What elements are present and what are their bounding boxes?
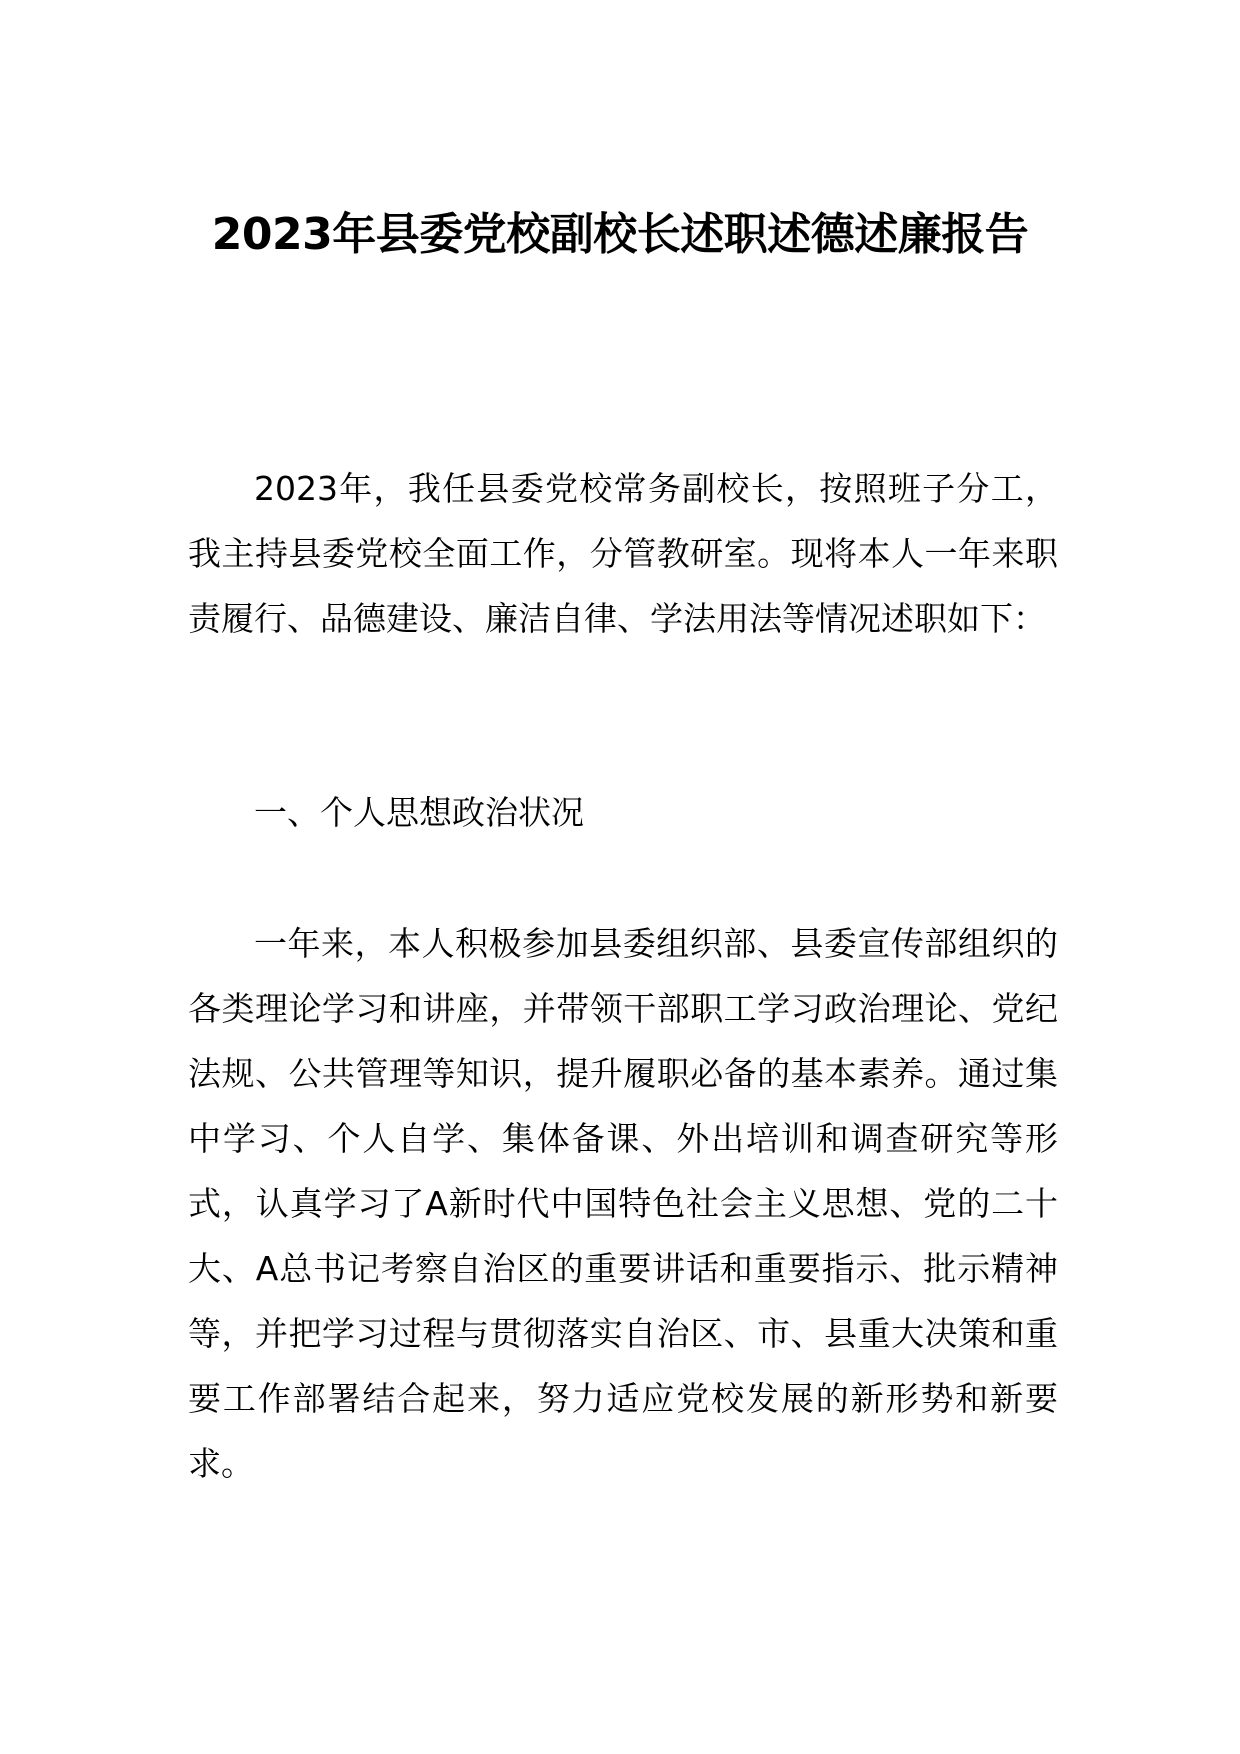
section-paragraph: 一年来，本人积极参加县委组织部、县委宣传部组织的各类理论学习和讲座，并带领干部职工学习政治理论、党纪法规、公共管理等知识，提升履职必备的基本素养。通过集中学习、个人自学、集体备课、外出培训和调查研究等形式，认真学习了A新时代中国特色社会主义思想、党的二十大、A总书记考察自治区的重要讲话和重要指示、批示精神等，并把学习过程与贯彻落实自治区、市、县重大决策和重要工作部署结合起来，努力适应党校发展的新形势和新要求。 [188, 924, 1058, 1483]
intro-paragraph: 2023年，我任县委党校常务副校长，按照班子分工，我主持县委党校全面工作，分管教研室。现将本人一年来职责履行、品德建设、廉洁自律、学法用法等情况述职如下： [188, 469, 1058, 638]
document-title: 2023年县委党校副校长述职述德述廉报告 [211, 209, 1029, 260]
section-heading: 一、个人思想政治状况 [254, 793, 584, 832]
